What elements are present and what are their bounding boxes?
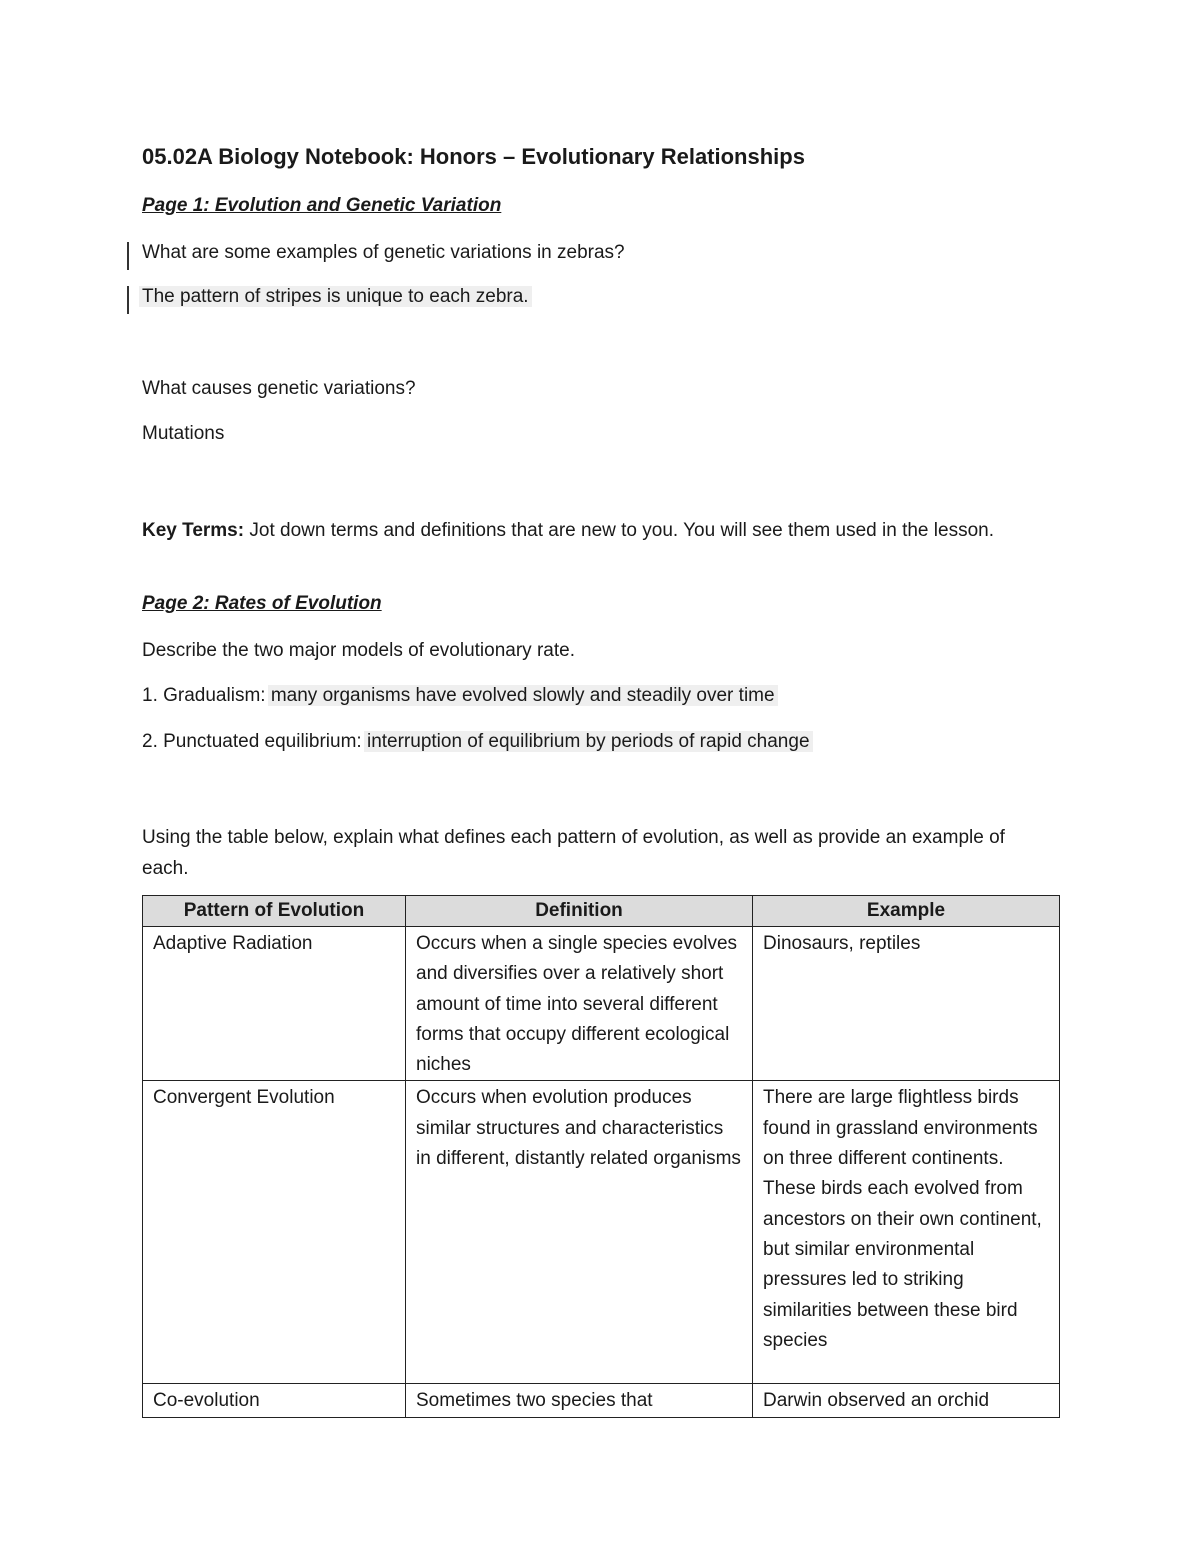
question-variation-causes: What causes genetic variations? (142, 378, 416, 399)
key-terms-label: Key Terms: (142, 520, 245, 541)
model-gradualism (142, 685, 778, 707)
table-row (143, 1384, 1060, 1417)
cursor-bar-1 (127, 242, 129, 270)
cell-pattern: Convergent Evolution (143, 1081, 406, 1384)
table-row (143, 927, 1060, 1081)
cell-example[interactable]: There are large flightless birds found in grassland environments on three different continents. These birds each evolved from ancestors on their own continent, but similar environmental pressures led to striking similarities between these bird species (753, 1081, 1060, 1384)
page1-heading: Page 1: Evolution and Genetic Variation (142, 195, 502, 216)
punctuated-answer[interactable]: interruption of equilibrium by periods of rapid change (364, 731, 813, 752)
table-header-row (143, 896, 1060, 927)
document-title: 05.02A Biology Notebook: Honors – Evolutionary Relationships (142, 144, 805, 169)
rates-prompt: Describe the two major models of evolutionary rate. (142, 640, 575, 661)
cell-definition[interactable]: Occurs when evolution produces similar structures and characteristics in different, distantly related organisms (406, 1081, 753, 1384)
cell-example[interactable]: Dinosaurs, reptiles (753, 927, 1060, 1081)
answer-zebra-variations[interactable]: The pattern of stripes is unique to each zebra. (139, 286, 532, 307)
cell-pattern: Adaptive Radiation (143, 927, 406, 1081)
patterns-table (142, 895, 1060, 1418)
page2-heading: Page 2: Rates of Evolution (142, 593, 382, 614)
key-terms-text: Jot down terms and definitions that are new to you. You will see them used in the lesson. (244, 520, 994, 541)
cell-example[interactable]: Darwin observed an orchid (753, 1384, 1060, 1417)
cell-definition[interactable]: Sometimes two species that (406, 1384, 753, 1417)
model-punctuated-equilibrium (142, 731, 813, 753)
gradualism-answer[interactable]: many organisms have evolved slowly and steadily over time (268, 685, 778, 706)
header-example: Example (753, 896, 1060, 927)
punctuated-label: 2. Punctuated equilibrium: (142, 731, 362, 752)
cell-pattern: Co-evolution (143, 1384, 406, 1417)
gradualism-label: 1. Gradualism: (142, 685, 266, 706)
header-definition: Definition (406, 896, 753, 927)
table-row (143, 1081, 1060, 1384)
cursor-bar-2 (127, 286, 129, 314)
table-prompt: Using the table below, explain what defines each pattern of evolution, as well as provide an example of each. (142, 827, 1005, 879)
key-terms-paragraph (142, 515, 1052, 546)
question-zebra-variations: What are some examples of genetic variations in zebras? (142, 242, 625, 263)
cell-definition[interactable]: Occurs when a single species evolves and diversifies over a relatively short amount of time into several different forms that occupy different ecological niches (406, 927, 753, 1081)
header-pattern: Pattern of Evolution (143, 896, 406, 927)
answer-variation-causes[interactable]: Mutations (142, 423, 225, 444)
